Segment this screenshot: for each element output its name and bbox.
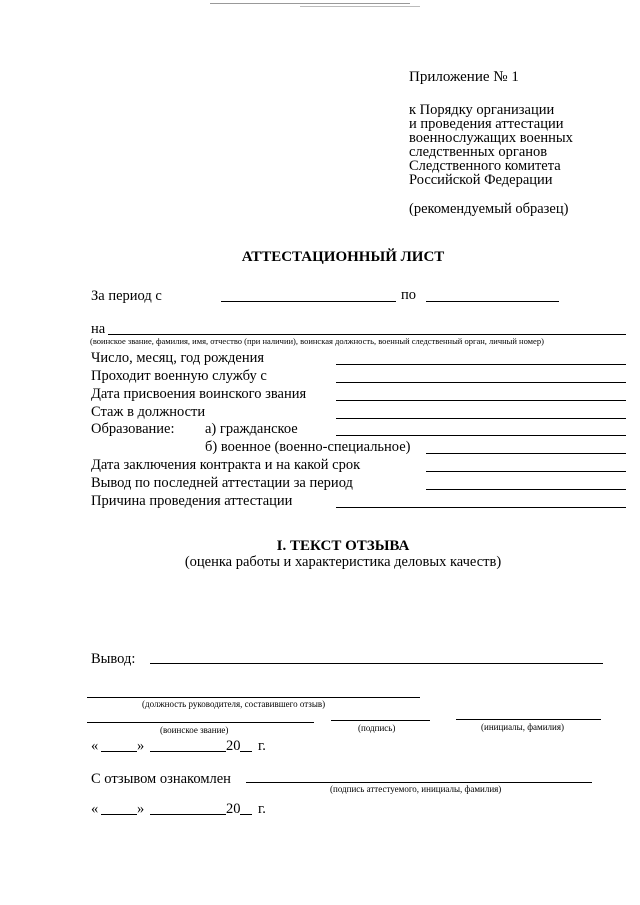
rank-caption: (воинское звание): [160, 725, 229, 735]
education-military-field[interactable]: [426, 453, 626, 454]
day-field[interactable]: [101, 814, 137, 815]
conclusion-field[interactable]: [150, 663, 603, 664]
year-prefix: 20: [226, 738, 241, 754]
subject-caption: (воинское звание, фамилия, имя, отчество (при наличии), воинская должность, военный следственный орган, личный номер): [90, 336, 544, 346]
tenure-label: Стаж в должности: [91, 404, 206, 420]
scan-artifact: [210, 3, 410, 4]
subject-field[interactable]: [108, 334, 626, 335]
date-close-quote: »: [137, 738, 145, 754]
rank-field[interactable]: [87, 722, 314, 723]
acknowledged-label: С отзывом ознакомлен: [91, 771, 231, 787]
year-field[interactable]: [240, 751, 252, 752]
date-open-quote: «: [91, 738, 99, 754]
period-to-field[interactable]: [426, 301, 559, 302]
education-military-label: б) военное (военно-специальное): [205, 439, 411, 455]
date-close-quote: »: [137, 801, 145, 817]
education-civil-field[interactable]: [336, 435, 626, 436]
signature-field[interactable]: [331, 720, 430, 721]
name-caption: (инициалы, фамилия): [481, 722, 564, 732]
document-title-text: АТТЕСТАЦИОННЫЙ ЛИСТ: [241, 249, 445, 265]
education-label: Образование:: [91, 421, 175, 437]
conclusion-label: Вывод:: [91, 651, 136, 667]
tenure-field[interactable]: [336, 418, 626, 419]
date-open-quote: «: [91, 801, 99, 817]
rank-date-label: Дата присвоения воинского звания: [91, 386, 307, 402]
position-field[interactable]: [87, 697, 420, 698]
year-suffix: г.: [258, 801, 266, 817]
birth-date-field[interactable]: [336, 364, 626, 365]
appendix-title: Приложение № 1: [409, 69, 519, 85]
acknowledged-caption: (подпись аттестуемого, инициалы, фамилия): [330, 784, 502, 794]
education-civil-label: а) гражданское: [205, 421, 298, 437]
month-field[interactable]: [150, 814, 226, 815]
contract-label: Дата заключения контракта и на какой срок: [91, 457, 361, 473]
subject-label: на: [91, 321, 106, 337]
contract-field[interactable]: [426, 471, 626, 472]
year-prefix: 20: [226, 801, 241, 817]
reason-label: Причина проведения аттестации: [91, 493, 293, 509]
period-from-label: За период с: [91, 288, 162, 304]
appendix-line: следственных органов: [409, 144, 548, 160]
period-to-label: по: [401, 287, 417, 303]
appendix-line: Российской Федерации: [409, 172, 553, 188]
sign-caption: (подпись): [358, 723, 396, 733]
last-attestation-field[interactable]: [426, 489, 626, 490]
acknowledged-field[interactable]: [246, 782, 592, 783]
scan-artifact: [300, 6, 420, 7]
appendix-line: военнослужащих военных: [409, 130, 573, 146]
appendix-line: к Порядку организации: [409, 102, 555, 118]
last-attestation-label: Вывод по последней аттестации за период: [91, 475, 353, 491]
appendix-line: и проведения аттестации: [409, 116, 564, 132]
year-field[interactable]: [240, 814, 252, 815]
day-field[interactable]: [101, 751, 137, 752]
month-field[interactable]: [150, 751, 226, 752]
reason-field[interactable]: [336, 507, 626, 508]
section-subtitle: (оценка работы и характеристика деловых качеств): [184, 554, 502, 570]
period-from-field[interactable]: [221, 301, 396, 302]
year-suffix: г.: [258, 738, 266, 754]
document-title: [0, 249, 640, 266]
name-field[interactable]: [456, 719, 601, 720]
section-title: I. ТЕКСТ ОТЗЫВА: [276, 538, 410, 554]
service-label: Проходит военную службу с: [91, 368, 267, 384]
position-caption: (должность руководителя, составившего отзыв): [142, 699, 326, 709]
birth-date-label: Число, месяц, год рождения: [91, 350, 265, 366]
service-field[interactable]: [336, 382, 626, 383]
recommended-sample: (рекомендуемый образец): [409, 201, 569, 217]
rank-date-field[interactable]: [336, 400, 626, 401]
appendix-line: Следственного комитета: [409, 158, 561, 174]
